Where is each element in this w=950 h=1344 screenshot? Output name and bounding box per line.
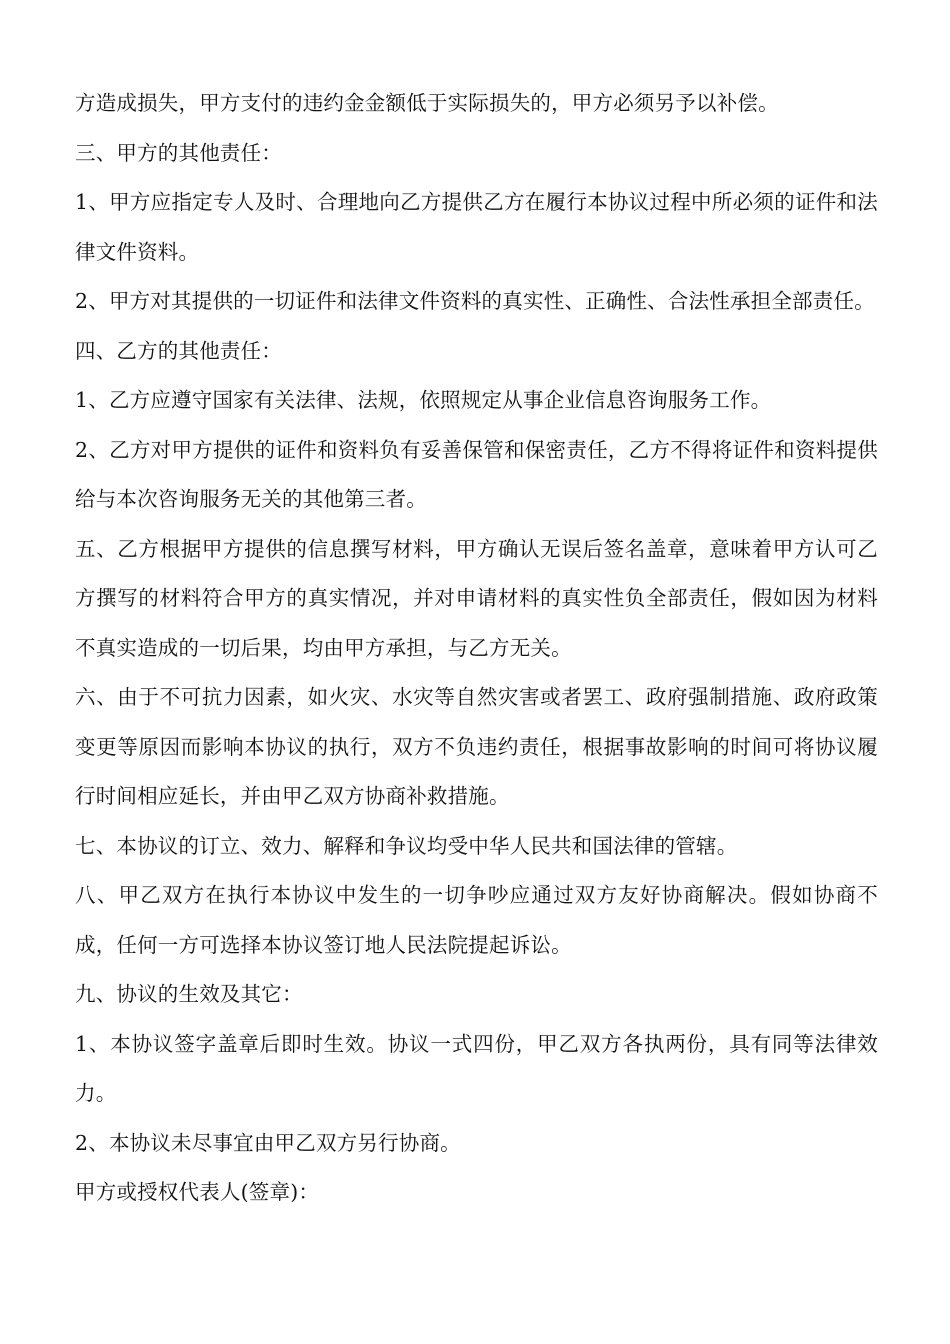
heading-effectiveness: 九、协议的生效及其它：	[75, 982, 303, 1006]
signature-line-party-a: 甲方或授权代表人(签章)：	[75, 1180, 320, 1204]
clause-a-1: 1、甲方应指定专人及时、合理地向乙方提供乙方在履行本协议过程中所必须的证件和法律文件资料。	[75, 190, 878, 264]
document-body	[75, 79, 878, 1218]
clause-effect-2: 2、本协议未尽事宜由甲乙双方另行协商。	[75, 1130, 461, 1155]
heading-party-b-responsibilities: 四、乙方的其他责任：	[75, 338, 282, 363]
section-eight-disputes: 八、甲乙双方在执行本协议中发生的一切争吵应通过双方友好协商解决。假如协商不成，任何一方可选择本协议签订地人民法院提起诉讼。	[75, 883, 878, 957]
section-six-force-majeure: 六、由于不可抗力因素，如火灾、水灾等自然灾害或者罢工、政府强制措施、政府政策变更等原因而影响本协议的执行，双方不负违约责任，根据事故影响的时间可将协议履行时间相应延长，并由甲乙双方协商补救措施。	[75, 685, 878, 808]
clause-b-2: 2、乙方对甲方提供的证件和资料负有妥善保管和保密责任，乙方不得将证件和资料提供给与本次咨询服务无关的其他第三者。	[75, 437, 878, 511]
heading-party-a-responsibilities: 三、甲方的其他责任：	[75, 140, 282, 165]
section-seven-governing-law: 七、本协议的订立、效力、解释和争议均受中华人民共和国法律的管辖。	[75, 833, 738, 858]
clause-b-1: 1、乙方应遵守国家有关法律、法规，依照规定从事企业信息咨询服务工作。	[75, 388, 772, 412]
clause-a-2: 2、甲方对其提供的一切证件和法律文件资料的真实性、正确性、合法性承担全部责任。	[75, 289, 875, 313]
section-five: 五、乙方根据甲方提供的信息撰写材料，甲方确认无误后签名盖章，意味着甲方认可乙方撰写的材料符合甲方的真实情况，并对申请材料的真实性负全部责任，假如因为材料不真实造成的一切后果，均由甲方承担，与乙方无关。	[75, 536, 878, 660]
paragraph-penalty-compensation: 方造成损失，甲方支付的违约金金额低于实际损失的，甲方必须另予以补偿。	[75, 91, 779, 115]
clause-effect-1: 1、本协议签字盖章后即时生效。协议一式四份，甲乙双方各执两份，具有同等法律效力。	[75, 1031, 878, 1105]
